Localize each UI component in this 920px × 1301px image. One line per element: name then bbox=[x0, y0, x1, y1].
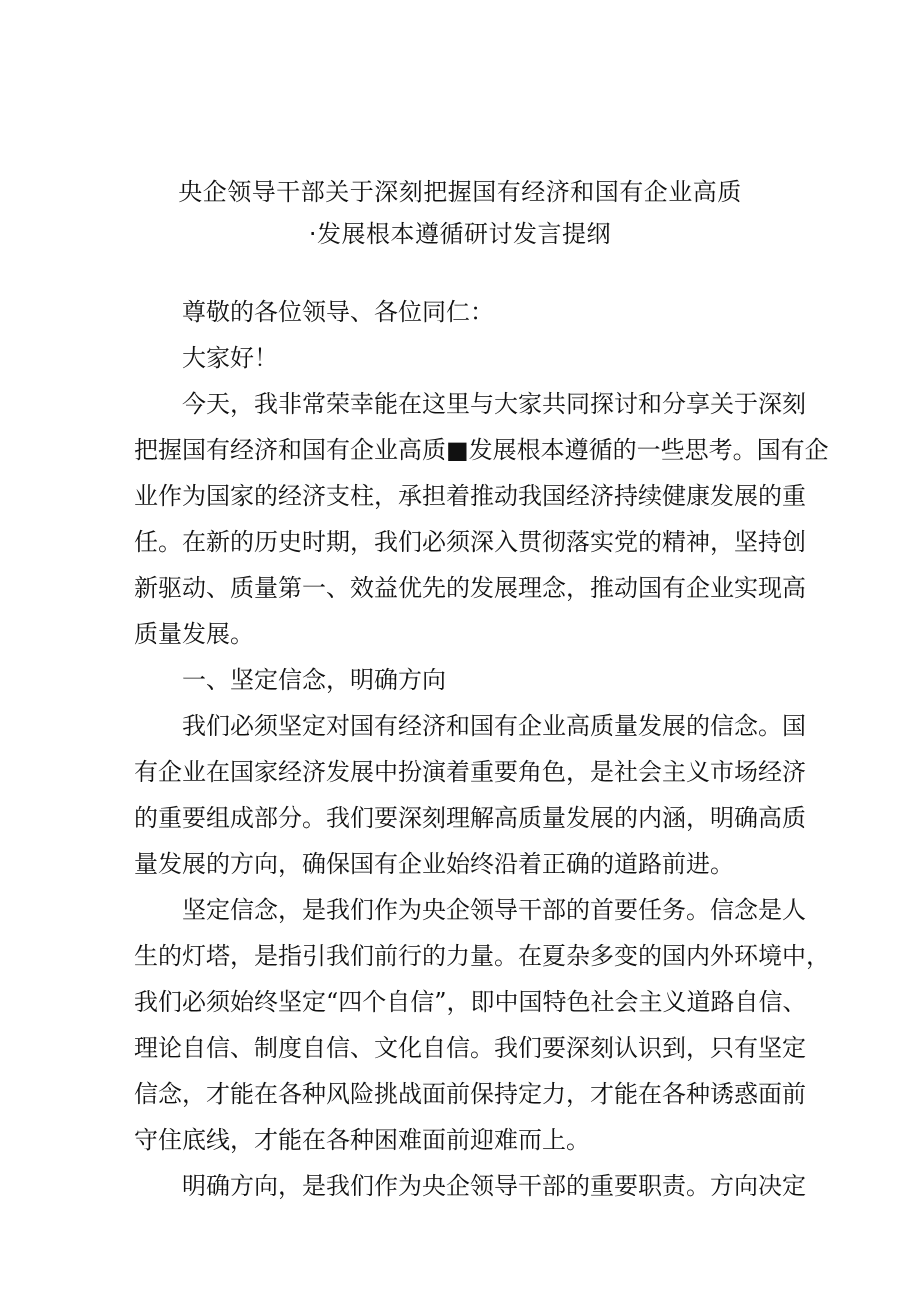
intro-line: 今天，我非常荣幸能在这里与大家共同探讨和分享关于深刻 bbox=[182, 390, 806, 418]
section-heading: 一、坚定信念，明确方向 bbox=[182, 666, 446, 694]
paragraph-line: 生的灯塔，是指引我们前行的力量。在夏杂多变的国内外环境中， bbox=[134, 942, 830, 970]
paragraph-line: 量发展的方向，确保国有企业始终沿着正确的道路前进。 bbox=[134, 850, 734, 878]
intro-line: 任。在新的历史时期，我们必须深入贯彻落实党的精神，坚持创 bbox=[134, 528, 806, 556]
paragraph-line: 理论自信、制度自信、文化自信。我们要深刻认识到，只有坚定 bbox=[134, 1034, 806, 1062]
paragraph-line: 我们必须坚定对国有经济和国有企业高质量发展的信念。国 bbox=[182, 712, 806, 740]
paragraph-line: 的重要组成部分。我们要深刻理解高质量发展的内涵，明确高质 bbox=[134, 804, 806, 832]
intro-line: 把握国有经济和国有企业高质■发展根本遵循的一些思考。国有企 bbox=[134, 436, 829, 464]
paragraph-line: 信念，才能在各种风险挑战面前保持定力，才能在各种诱惑面前 bbox=[134, 1080, 806, 1108]
paragraph-line: 坚定信念，是我们作为央企领导干部的首要任务。信念是人 bbox=[182, 896, 806, 924]
paragraph-line: 守住底线，才能在各种困难面前迎难而上。 bbox=[134, 1126, 590, 1154]
document-title-line-2: ·发展根本遵循研讨发言提纲 bbox=[308, 220, 612, 248]
intro-line: 质量发展。 bbox=[134, 620, 254, 648]
salutation: 尊敬的各位领导、各位同仁： bbox=[182, 298, 494, 326]
paragraph-line: 有企业在国家经济发展中扮演着重要角色，是社会主义市场经济 bbox=[134, 758, 806, 786]
paragraph-line: 明确方向，是我们作为央企领导干部的重要职责。方向决定 bbox=[182, 1172, 806, 1200]
greeting: 大家好！ bbox=[182, 344, 278, 372]
intro-line: 新驱动、质量第一、效益优先的发展理念，推动国有企业实现高 bbox=[134, 574, 806, 602]
intro-line: 业作为国家的经济支柱，承担着推动我国经济持续健康发展的重 bbox=[134, 482, 806, 510]
document-title-line-1: 央企领导干部关于深刻把握国有经济和国有企业高质 bbox=[178, 178, 742, 206]
paragraph-line: 我们必须始终坚定“四个自信”，即中国特色社会主义道路自信、 bbox=[134, 988, 807, 1016]
